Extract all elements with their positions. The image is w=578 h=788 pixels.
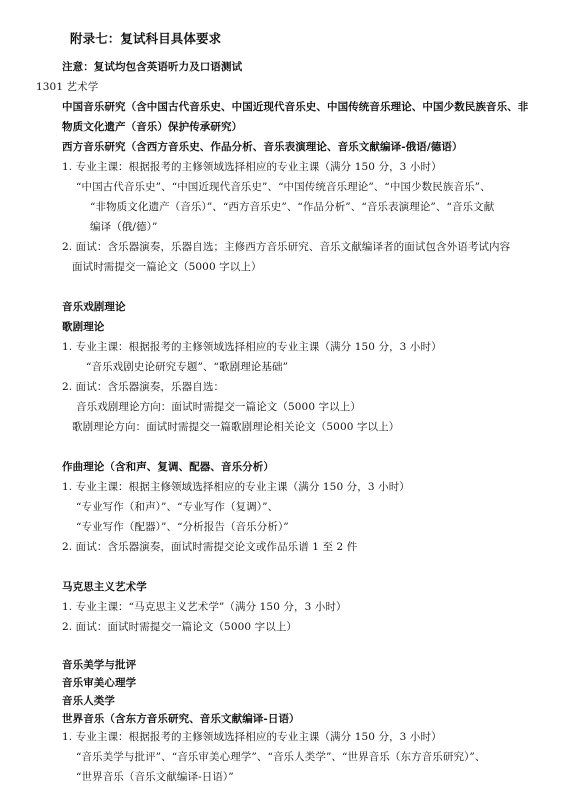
list-item-detail: “专业写作（和声）”、“专业写作（复调）”、 — [76, 501, 279, 513]
list-item-detail: “音乐戏剧史论研究专题”、“歌剧理论基础” — [86, 361, 289, 373]
list-item-detail: “中国古代音乐史”、“中国近现代音乐史”、“中国传统音乐理论”、“中国少数民族音乐”、 — [76, 181, 491, 193]
appendix-title: 附录七：复试科目具体要求 — [70, 31, 222, 46]
section-heading: 歌剧理论 — [62, 321, 105, 333]
list-item: 2. 面试：含乐器演奏，乐器自选；主修西方音乐研究、音乐文献编译者的面试包含外语考试内容 — [62, 241, 511, 253]
list-item-detail: “音乐美学与批评”、“音乐审美心理学”、“音乐人类学”、“世界音乐（东方音乐研究）”、 — [76, 751, 486, 763]
list-item-detail: 编译（俄/德）” — [90, 221, 158, 233]
list-item: 1. 专业主课：根据报考的主修领域选择相应的专业主课（满分 150 分，3 小时） — [62, 731, 442, 743]
list-item-detail: 面试时需提交一篇论文（5000 字以上） — [72, 261, 262, 273]
list-item: 1. 专业主课：根据报考的主修领域选择相应的专业主课（满分 150 分，3 小时） — [62, 341, 442, 353]
list-item-detail: 音乐戏剧理论方向：面试时需提交一篇论文（5000 字以上） — [76, 401, 361, 413]
department-heading: 1301 艺术学 — [36, 81, 99, 93]
list-item: 1. 专业主课：根据主修领域选择相应的专业主课（满分 150 分，3 小时） — [62, 481, 410, 493]
section-heading: 作曲理论（含和声、复调、配器、音乐分析） — [62, 461, 274, 473]
section-heading: 音乐人类学 — [62, 695, 115, 707]
section-heading: 中国音乐研究（含中国古代音乐史、中国近现代音乐史、中国传统音乐理论、中国少数民族音乐、非 — [62, 101, 529, 113]
list-item: 1. 专业主课：“马克思主义艺术学”（满分 150 分，3 小时） — [62, 601, 347, 613]
section-heading: 西方音乐研究（含西方音乐史、作品分析、音乐表演理论、音乐文献编译-俄语/德语） — [62, 141, 463, 153]
section-heading: 马克思主义艺术学 — [62, 581, 147, 593]
list-item: 2. 面试：含乐器演奏，乐器自选： — [62, 381, 225, 393]
section-heading-cont: 物质文化遗产（音乐）保护传承研究） — [62, 121, 243, 133]
list-item: 1. 专业主课：根据报考的主修领域选择相应的专业主课（满分 150 分，3 小时） — [62, 161, 442, 173]
list-item-detail: “非物质文化遗产（音乐）”、“西方音乐史”、“作品分析”、“音乐表演理论”、“音乐文献 — [90, 201, 495, 213]
list-item-detail: “专业写作（配器）”、“分析报告（音乐分析）” — [76, 521, 289, 533]
list-item-detail: “世界音乐（音乐文献编译-日语）” — [76, 771, 234, 783]
section-heading: 音乐戏剧理论 — [62, 301, 126, 313]
section-heading: 音乐审美心理学 — [62, 677, 137, 689]
list-item: 2. 面试：含乐器演奏，面试时需提交论文或作品乐谱 1 至 2 件 — [62, 541, 358, 553]
section-heading: 音乐美学与批评 — [62, 659, 137, 671]
section-heading: 世界音乐（含东方音乐研究、音乐文献编译-日语） — [62, 713, 300, 725]
list-item-detail: 歌剧理论方向：面试时需提交一篇歌剧理论相关论文（5000 字以上） — [72, 421, 400, 433]
note-text: 注意：复试均包含英语听力及口语测试 — [62, 61, 243, 73]
list-item: 2. 面试：面试时需提交一篇论文（5000 字以上） — [62, 621, 298, 633]
